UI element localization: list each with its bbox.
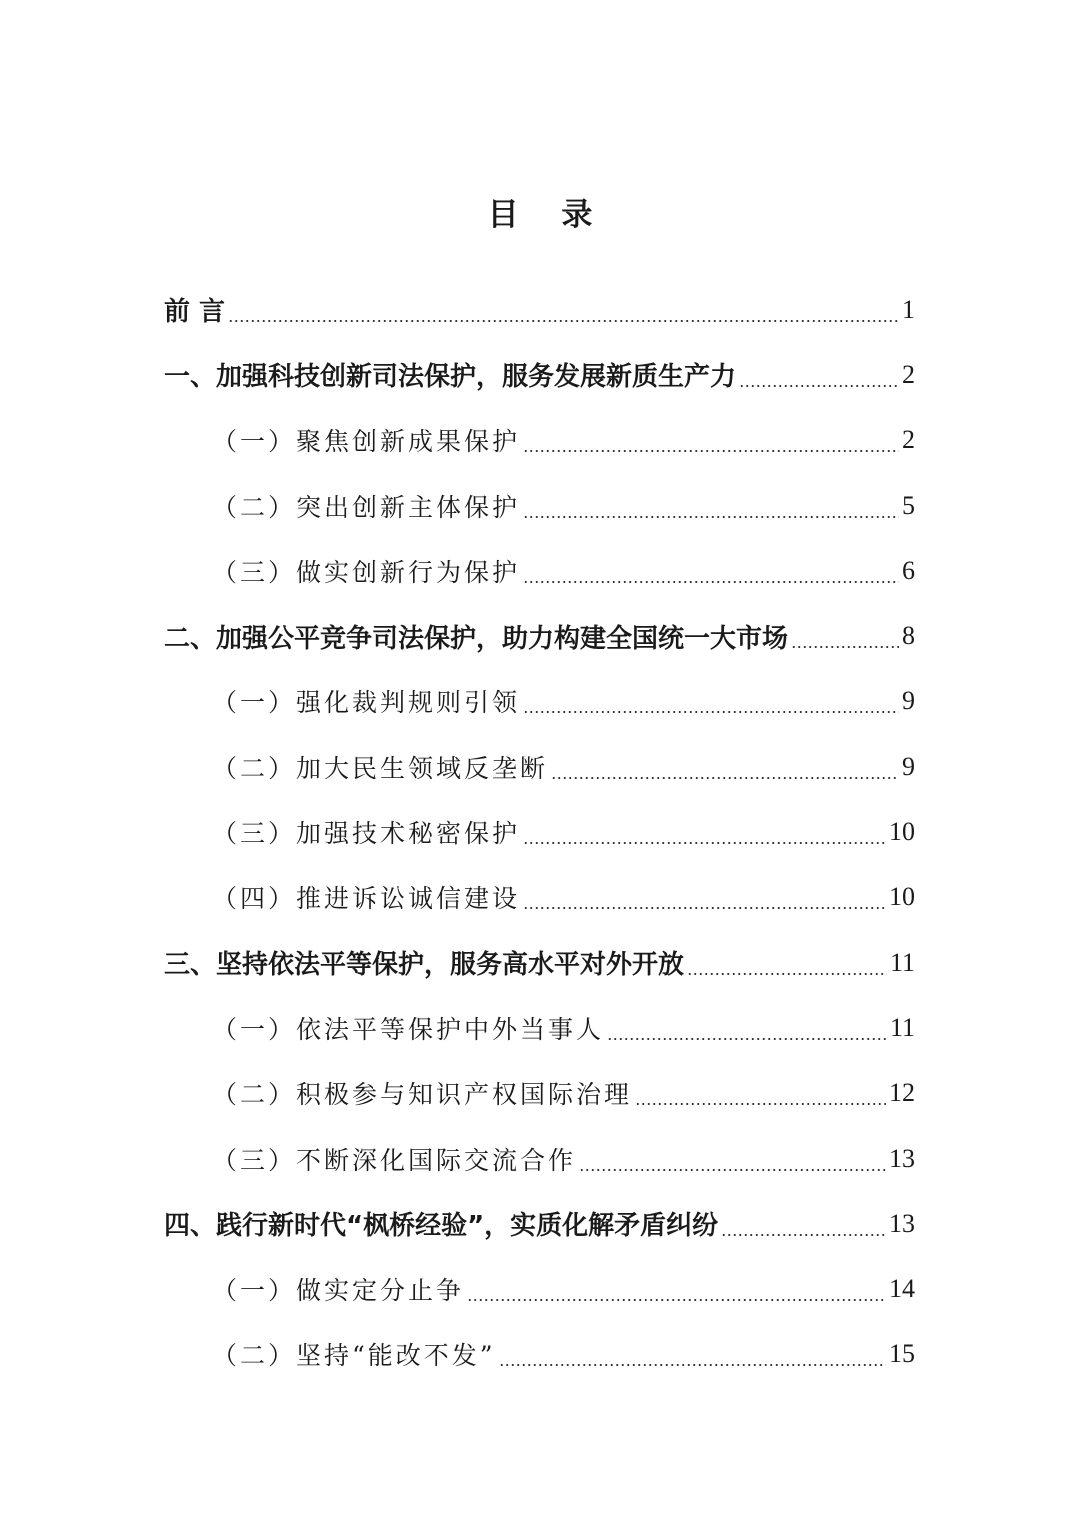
toc-entry-section-2-2[interactable] xyxy=(0,734,1080,799)
toc-entry-text: 三、坚持依法平等保护，服务高水平对外开放 xyxy=(164,950,685,981)
toc-entry-section-3[interactable] xyxy=(0,930,1080,995)
toc-leader-dots xyxy=(523,819,886,845)
toc-leader-dots xyxy=(523,427,899,453)
toc-page-number: 6 xyxy=(902,555,915,585)
toc-entry-text: （三）做实创新行为保护 xyxy=(212,557,521,587)
toc-entry-text: 一、加强科技创新司法保护，服务发展新质生产力 xyxy=(164,362,737,393)
toc-page-number: 9 xyxy=(902,751,915,781)
toc-page-number: 2 xyxy=(902,425,915,455)
toc-entry-text: （二）积极参与知识产权国际治理 xyxy=(212,1080,633,1110)
toc-page-number: 11 xyxy=(889,947,915,977)
toc-page-number: 5 xyxy=(902,490,915,520)
toc-page-number: 13 xyxy=(889,1143,915,1173)
toc-entry-text: （一）聚焦创新成果保护 xyxy=(212,427,521,457)
toc-entry-section-3-1[interactable] xyxy=(0,995,1080,1060)
toc-leader-dots xyxy=(499,1341,886,1367)
toc-page-number: 10 xyxy=(889,817,915,847)
toc-page-number: 9 xyxy=(902,686,915,716)
toc-page-number: 11 xyxy=(889,1012,915,1042)
toc-entry-section-3-2[interactable] xyxy=(0,1061,1080,1126)
toc-leader-dots xyxy=(607,1015,887,1041)
toc-entry-text: （四）推进诉讼诚信建设 xyxy=(212,884,521,914)
toc-page-number: 10 xyxy=(889,882,915,912)
toc-entry-text: 前 言 xyxy=(164,297,226,328)
toc-entry-text: （三）加强技术秘密保护 xyxy=(212,819,521,849)
toc-entry-text: （一）做实定分止争 xyxy=(212,1276,465,1306)
toc-leader-dots xyxy=(523,884,886,910)
toc-entry-text: （三）不断深化国际交流合作 xyxy=(212,1145,577,1175)
toc-entry-section-4-1[interactable] xyxy=(0,1256,1080,1321)
toc-page-number: 13 xyxy=(889,1208,915,1238)
toc-leader-dots xyxy=(635,1080,886,1106)
toc-page-number: 1 xyxy=(902,294,915,324)
toc-entry-section-3-3[interactable] xyxy=(0,1126,1080,1191)
toc-page-number: 14 xyxy=(889,1274,915,1304)
toc-entry-section-1-3[interactable] xyxy=(0,538,1080,603)
toc-entry-text: （一）依法平等保护中外当事人 xyxy=(212,1014,605,1044)
toc-entry-text: （二）加大民生领域反垄断 xyxy=(212,753,549,783)
toc-leader-dots xyxy=(467,1276,886,1302)
toc-page-number: 8 xyxy=(902,621,915,651)
toc-title: 目 录 xyxy=(487,197,609,233)
toc-entry-section-1-1[interactable] xyxy=(0,408,1080,473)
toc-entry-section-4[interactable] xyxy=(0,1191,1080,1256)
toc-list xyxy=(0,277,1080,1387)
toc-page-number: 15 xyxy=(889,1339,915,1369)
toc-leader-dots xyxy=(687,950,887,976)
toc-leader-dots xyxy=(551,754,899,780)
toc-entry-section-4-2[interactable] xyxy=(0,1322,1080,1387)
toc-leader-dots xyxy=(523,688,899,714)
toc-entry-text: （二）突出创新主体保护 xyxy=(212,492,521,522)
toc-leader-dots xyxy=(739,362,899,388)
toc-entry-preface[interactable] xyxy=(0,277,1080,342)
toc-leader-dots xyxy=(721,1211,886,1237)
toc-page-number: 12 xyxy=(889,1078,915,1108)
toc-entry-section-2[interactable] xyxy=(0,603,1080,668)
toc-entry-text: （一）强化裁判规则引领 xyxy=(212,688,521,718)
toc-entry-section-2-1[interactable] xyxy=(0,669,1080,734)
toc-entry-section-2-4[interactable] xyxy=(0,865,1080,930)
toc-page-number: 2 xyxy=(902,359,915,389)
toc-leader-dots xyxy=(523,493,899,519)
toc-entry-text: 二、加强公平竞争司法保护，助力构建全国统一大市场 xyxy=(164,623,789,654)
toc-entry-section-1-2[interactable] xyxy=(0,473,1080,538)
toc-entry-section-1[interactable] xyxy=(0,342,1080,407)
toc-leader-dots xyxy=(579,1146,886,1172)
toc-leader-dots xyxy=(523,558,899,584)
toc-leader-dots xyxy=(791,623,899,649)
toc-entry-text: 四、践行新时代“枫桥经验”，实质化解矛盾纠纷 xyxy=(164,1211,719,1242)
toc-entry-text: （二）坚持“能改不发” xyxy=(212,1341,496,1371)
toc-entry-section-2-3[interactable] xyxy=(0,799,1080,864)
toc-leader-dots xyxy=(228,297,899,323)
